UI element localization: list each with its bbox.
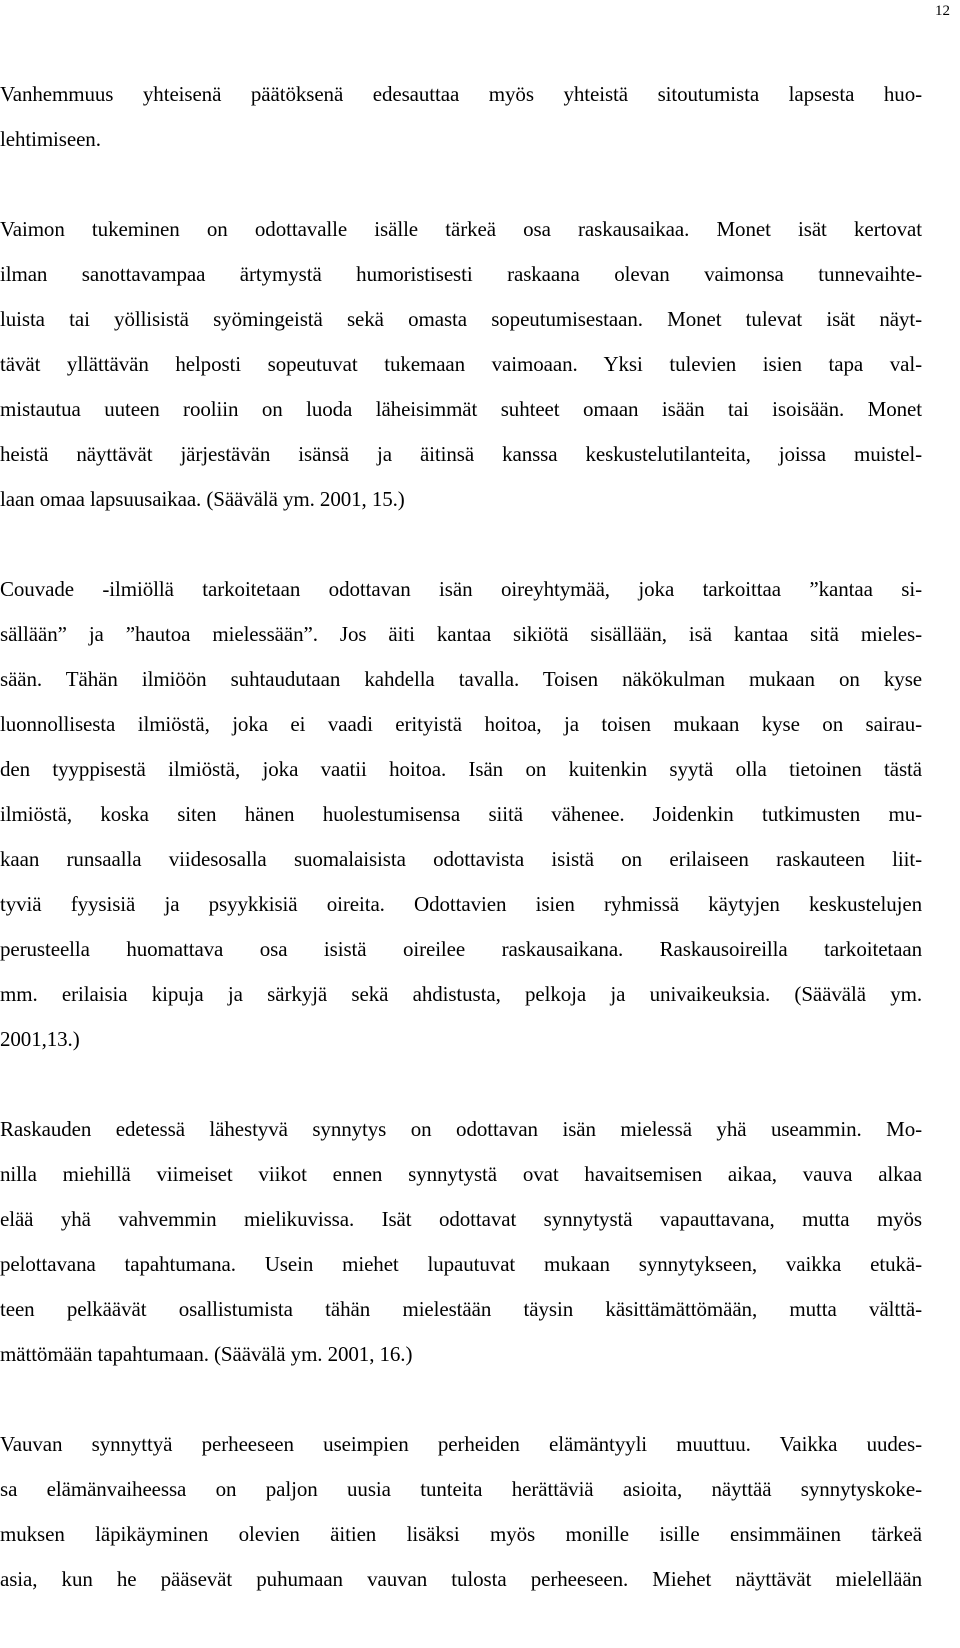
paragraph-3	[0, 567, 922, 1062]
text-line: asia, kun he pääsevät puhumaan vauvan tulosta perheeseen. Miehet näyttävät mielellään	[0, 1567, 922, 1591]
text-line: sa elämänvaiheessa on paljon uusia tunteita herättäviä asioita, näyttää synnytyskoke-	[0, 1477, 922, 1501]
paragraph-gap	[0, 1062, 922, 1107]
text-line: 2001,13.)	[0, 1027, 80, 1051]
text-line: heistä näyttävät järjestävän isänsä ja äitinsä kanssa keskustelutilanteita, joissa muistel-	[0, 442, 922, 466]
paragraph-gap	[0, 1377, 922, 1422]
document-body	[0, 72, 922, 1602]
text-line: mm. erilaisia kipuja ja särkyjä sekä ahdistusta, pelkoja ja univaikeuksia. (Säävälä ym.	[0, 982, 922, 1006]
text-line: lehtimiseen.	[0, 127, 101, 151]
paragraph-gap	[0, 522, 922, 567]
text-line: tyviä fyysisiä ja psyykkisiä oireita. Odottavien isien ryhmissä käytyjen keskustelujen	[0, 892, 922, 916]
text-line: Couvade -ilmiöllä tarkoitetaan odottavan isän oireyhtymää, joka tarkoittaa ”kantaa si-	[0, 577, 922, 601]
paragraph-gap	[0, 162, 922, 207]
text-line: ilmiöstä, koska siten hänen huolestumisensa siitä vähenee. Joidenkin tutkimusten mu-	[0, 802, 922, 826]
text-line: perusteella huomattava osa isistä oireilee raskausaikana. Raskausoireilla tarkoitetaan	[0, 937, 922, 961]
text-line: sällään” ja ”hautoa mielessään”. Jos äiti kantaa sikiötä sisällään, isä kantaa sitä mieles-	[0, 622, 922, 646]
text-line: luonnollisesta ilmiöstä, joka ei vaadi erityistä hoitoa, ja toisen mukaan kyse on sairau-	[0, 712, 922, 736]
text-line: kaan runsaalla viidesosalla suomalaisista odottavista isistä on erilaiseen raskauteen liit-	[0, 847, 922, 871]
text-line: ilman sanottavampaa ärtymystä humoristisesti raskaana olevan vaimonsa tunnevaihte-	[0, 262, 922, 286]
page-number: 12	[935, 3, 950, 19]
text-line: pelottavana tapahtumana. Usein miehet lupautuvat mukaan synnytykseen, vaikka etukä-	[0, 1252, 922, 1276]
text-line: Vauvan synnyttyä perheeseen useimpien perheiden elämäntyyli muuttuu. Vaikka uudes-	[0, 1432, 922, 1456]
text-line: Vanhemmuus yhteisenä päätöksenä edesauttaa myös yhteistä sitoutumista lapsesta huo-	[0, 82, 922, 106]
text-line: mättömään tapahtumaan. (Säävälä ym. 2001, 16.)	[0, 1342, 413, 1366]
text-line: sään. Tähän ilmiöön suhtaudutaan kahdella tavalla. Toisen näkökulman mukaan on kyse	[0, 667, 922, 691]
text-line: Raskauden edetessä lähestyvä synnytys on odottavan isän mielessä yhä useammin. Mo-	[0, 1117, 922, 1141]
paragraph-2	[0, 207, 922, 522]
text-line: mistautua uuteen rooliin on luoda läheisimmät suhteet omaan isään tai isoisään. Monet	[0, 397, 922, 421]
text-line: laan omaa lapsuusaikaa. (Säävälä ym. 2001, 15.)	[0, 487, 405, 511]
text-line: tävät yllättävän helposti sopeutuvat tukemaan vaimoaan. Yksi tulevien isien tapa val-	[0, 352, 922, 376]
text-line: muksen läpikäyminen olevien äitien lisäksi myös monille isille ensimmäinen tärkeä	[0, 1522, 922, 1546]
paragraph-4	[0, 1107, 922, 1377]
paragraph-1	[0, 72, 922, 162]
paragraph-5	[0, 1422, 922, 1602]
text-line: nilla miehillä viimeiset viikot ennen synnytystä ovat havaitsemisen aikaa, vauva alkaa	[0, 1162, 922, 1186]
text-line: luista tai yöllisistä syömingeistä sekä omasta sopeutumisestaan. Monet tulevat isät näyt-	[0, 307, 922, 331]
text-line: Vaimon tukeminen on odottavalle isälle tärkeä osa raskausaikaa. Monet isät kertovat	[0, 217, 922, 241]
text-line: elää yhä vahvemmin mielikuvissa. Isät odottavat synnytystä vapauttavana, mutta myös	[0, 1207, 922, 1231]
text-line: den tyyppisestä ilmiöstä, joka vaatii hoitoa. Isän on kuitenkin syytä olla tietoinen tästä	[0, 757, 922, 781]
text-line: teen pelkäävät osallistumista tähän mielestään täysin käsittämättömään, mutta välttä-	[0, 1297, 922, 1321]
